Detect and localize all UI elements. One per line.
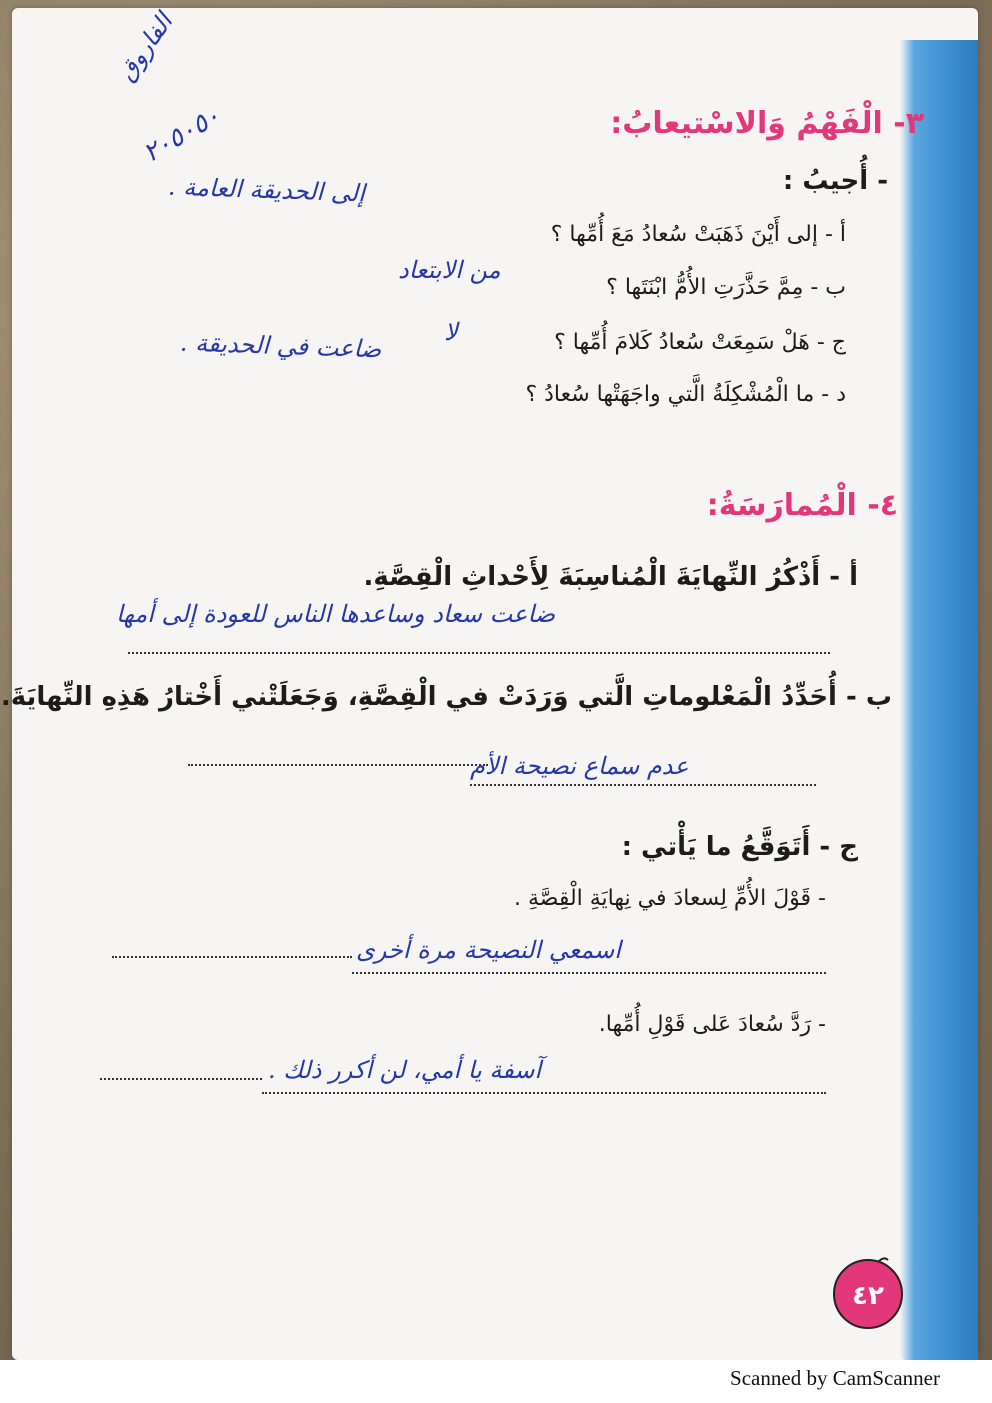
page-number-badge [828, 1252, 908, 1332]
answer-c: لا [444, 318, 458, 346]
answer-prompt: - أُجيبُ : [782, 166, 888, 196]
item-c-sub1-label: - قَوْلَ الأُمِّ لِسعادَ في نِهايَةِ الْقِصَّةِ . [513, 886, 826, 911]
item-b-answer: عدم سماع نصيحة الأم [470, 752, 689, 780]
item-c-sub1-line-left [112, 956, 352, 958]
item-c-sub1-answer: اسمعي النصيحة مرة أخرى [356, 936, 621, 964]
item-a-answer: ضاعت سعاد وساعدها الناس للعودة إلى أمها [116, 600, 556, 628]
section-3-title: ٣- الْفَهْمُ وَالاسْتيعابُ: [610, 106, 924, 141]
question-d: د - ما الْمُشْكِلَةُ الَّتي واجَهَتْها سُعادُ ؟ [525, 382, 846, 407]
item-c-sub2-label: - رَدَّ سُعادَ عَلى قَوْلِ أُمِّها. [598, 1012, 826, 1037]
margin-note-name: الفاروق [112, 8, 179, 87]
margin-note-number: ٢٠٥٠٥٠ [138, 101, 226, 169]
scanner-watermark: Scanned by CamScanner [730, 1366, 940, 1390]
answer-b: من الابتعاد [398, 256, 501, 284]
item-c-sub1-line [352, 972, 826, 974]
question-a: أ - إلى أَيْنَ ذَهَبَتْ سُعادُ مَعَ أُمِّها ؟ [550, 222, 846, 247]
answer-a: إلى الحديقة العامة . [167, 172, 366, 208]
item-a-answer-line [128, 652, 830, 654]
item-b-label: ب - أُحَدِّدُ الْمَعْلوماتِ الَّتي وَرَدَتْ في الْقِصَّةِ، وَجَعَلَتْني أَخْتارُ هَذِهِ النِّهايَةَ. [0, 682, 892, 712]
item-b-answer-line [470, 784, 816, 786]
question-b: ب - مِمَّ حَذَّرَتِ الأُمُّ ابْنَتَها ؟ [606, 275, 846, 300]
book-spine-edge [900, 40, 978, 1360]
item-a-label: أ - أَذْكُرُ النِّهايَةَ الْمُناسِبَةَ لِأَحْداثِ الْقِصَّةِ. [363, 562, 858, 592]
item-b-answer-line-top [188, 764, 488, 766]
question-c: ج - هَلْ سَمِعَتْ سُعادُ كَلامَ أُمِّها ؟ [554, 330, 846, 355]
section-4-title: ٤- الْمُمارَسَةُ: [706, 488, 898, 523]
answer-d: ضاعت في الحديقة . [179, 328, 382, 364]
page-number: ٤٢ [852, 1281, 884, 1311]
item-c-sub2-answer: آسفة يا أمي، لن أكرر ذلك . [268, 1056, 542, 1084]
item-c-sub2-line-left [100, 1078, 262, 1080]
item-c-sub2-line [262, 1092, 826, 1094]
item-c-label: ج - أَتَوَقَّعُ ما يَأْتي : [621, 832, 858, 862]
